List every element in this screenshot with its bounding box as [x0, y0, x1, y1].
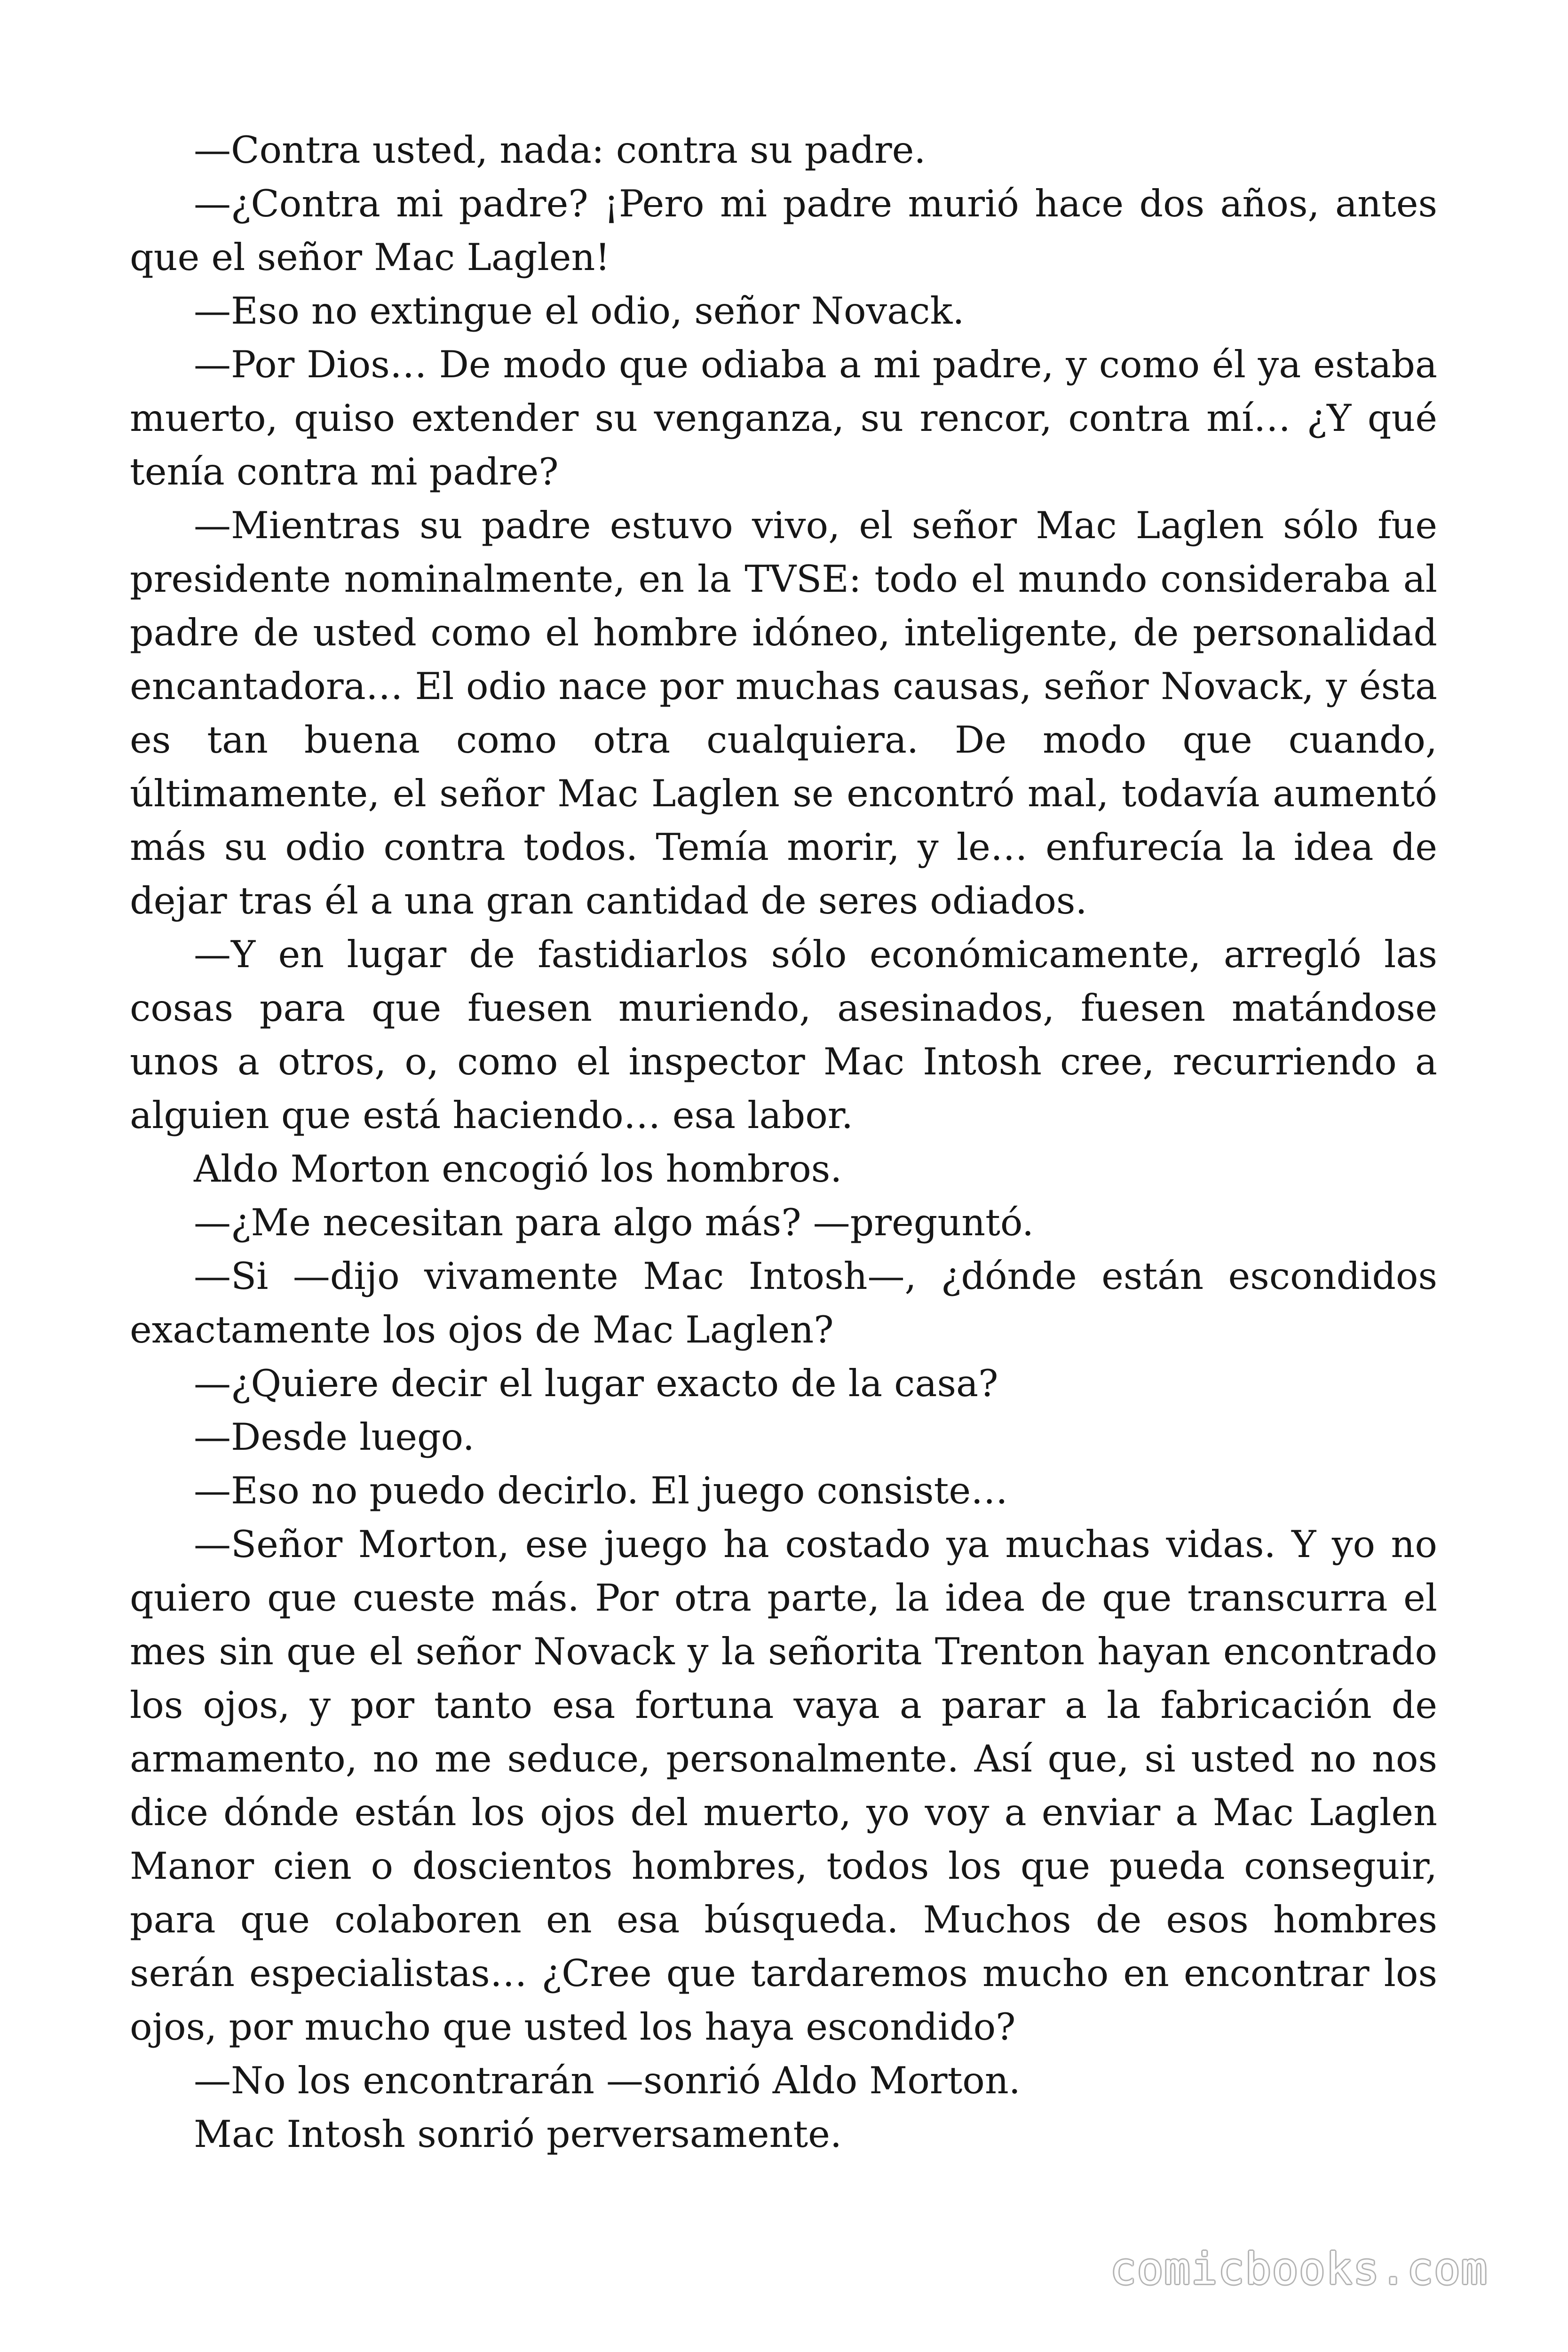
paragraph: —¿Contra mi padre? ¡Pero mi padre murió hace dos años, antes que el señor Mac Laglen! — [130, 182, 1437, 279]
paragraph: —¿Quiere decir el lugar exacto de la casa? — [194, 1362, 998, 1405]
paragraph: —Desde luego. — [194, 1415, 475, 1459]
paragraph: —Eso no puedo decirlo. El juego consiste… — [194, 1469, 1008, 1512]
paragraph: —No los encontrarán —sonrió Aldo Morton. — [194, 2059, 1021, 2102]
paragraph: Aldo Morton encogió los hombros. — [194, 1147, 842, 1191]
body-text — [130, 123, 1437, 2161]
paragraph: —Eso no extingue el odio, señor Novack. — [194, 289, 965, 333]
paragraph: —Si —dijo vivamente Mac Intosh—, ¿dónde están escondidos exactamente los ojos de Mac Laglen? — [130, 1255, 1437, 1351]
paragraph: —¿Me necesitan para algo más? —preguntó. — [194, 1201, 1034, 1244]
paragraph: —Mientras su padre estuvo vivo, el señor Mac Laglen sólo fue presidente nominalmente, en la TVSE: todo el mundo consideraba al padre de usted como el hombre idóneo, inteligente, de personalidad encantadora… El odio nace por muchas causas, señor Novack, y ésta es tan buena como otra cualquiera. De modo que cuando, últimamente, el señor Mac Laglen se encontró mal, todavía aumentó más su odio contra todos. Temía morir, y le… enfurecía la idea de dejar tras él a una gran cantidad de seres odiados. — [130, 504, 1437, 922]
paragraph: Mac Intosh sonrió perversamente. — [194, 2113, 842, 2156]
paragraph: —Contra usted, nada: contra su padre. — [194, 128, 926, 172]
paragraph: —Señor Morton, ese juego ha costado ya muchas vidas. Y yo no quiero que cueste más. Por otra parte, la idea de que transcurra el mes sin que el señor Novack y la señorita Trenton hayan encontrado los ojos, y por tanto esa fortuna vaya a parar a la fabricación de armamento, no me seduce, personalmente. Así que, si usted no nos dice dónde están los ojos del muerto, yo voy a enviar a Mac Laglen Manor cien o doscientos hombres, todos los que pueda conseguir, para que colaboren en esa búsqueda. Muchos de esos hombres serán especialistas… ¿Cree que tardaremos mucho en encontrar los ojos, por mucho que usted los haya escondido? — [130, 1523, 1437, 2049]
paragraph: —Por Dios… De modo que odiaba a mi padre, y como él ya estaba muerto, quiso extender su venganza, su rencor, contra mí… ¿Y qué tenía contra mi padre? — [130, 343, 1437, 493]
paragraph: —Y en lugar de fastidiarlos sólo económicamente, arregló las cosas para que fuesen muriendo, asesinados, fuesen matándose unos a otros, o, como el inspector Mac Intosh cree, recurriendo a alguien que está haciendo… esa labor. — [130, 933, 1437, 1137]
watermark: comicbooks.com — [1110, 2244, 1488, 2294]
